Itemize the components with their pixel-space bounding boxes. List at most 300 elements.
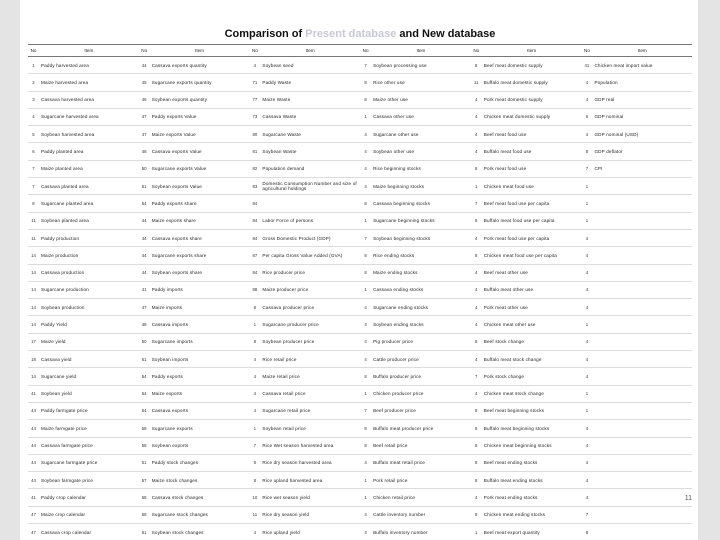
cell-number: 57 — [139, 472, 150, 489]
cell-number: 8 — [360, 91, 371, 108]
cell-item: Per capita Gross Value Added (GVA) — [260, 247, 360, 264]
cell-number: 14 — [28, 299, 39, 316]
cell-number: 7 — [360, 57, 371, 74]
cell-number: 84 — [249, 212, 260, 229]
cell-item: Soybean producer price — [260, 333, 360, 350]
table-row — [28, 299, 692, 316]
cell-number: 44 — [28, 454, 39, 471]
cell-item: Sugarcane beginning stocks — [371, 212, 471, 229]
cell-number: 8 — [471, 57, 482, 74]
cell-number: 1 — [581, 178, 592, 195]
cell-number: 8 — [471, 333, 482, 350]
cell-item: Sugarcane exports quantity — [150, 74, 250, 91]
cell-number: 6 — [581, 108, 592, 125]
cell-number: 44 — [139, 247, 150, 264]
cell-item: Maize stock changes — [150, 472, 250, 489]
cell-item: Pork meat domestic supply — [482, 91, 582, 108]
cell-item: Maize farmgate price — [39, 420, 139, 437]
cell-item: Chicken retail price — [371, 489, 471, 506]
cell-item: Sugarcane exports Value — [150, 160, 250, 177]
cell-item: Paddy exports share — [150, 195, 250, 212]
cell-item: Paddy imports — [150, 281, 250, 298]
cell-number: 73 — [249, 108, 260, 125]
cell-item: Maize producer price — [260, 281, 360, 298]
cell-number: 71 — [249, 74, 260, 91]
cell-item: Maize exports — [150, 385, 250, 402]
cell-item: Cassava exports quantity — [150, 57, 250, 74]
cell-number: 8 — [249, 333, 260, 350]
cell-item: Rice other use — [371, 74, 471, 91]
cell-item: Chicken meat stock change — [482, 385, 582, 402]
cell-number: 17 — [28, 333, 39, 350]
cell-item: Cassava planted area — [39, 178, 139, 195]
cell-item: Maize imports — [150, 299, 250, 316]
cell-number: 88 — [249, 281, 260, 298]
cell-number: 58 — [139, 420, 150, 437]
cell-number: 44 — [28, 402, 39, 419]
cell-item: Beef stock change — [482, 333, 582, 350]
cell-number: 4 — [360, 333, 371, 350]
cell-item: Domestic Consumption Number and size of agricultural holdings — [260, 178, 360, 195]
cell-number: 7 — [581, 160, 592, 177]
cell-number: 10 — [249, 489, 260, 506]
cell-number: 14 — [28, 368, 39, 385]
cell-item: Population demand — [260, 160, 360, 177]
title-prefix: Comparison of — [224, 28, 306, 40]
table-row — [28, 247, 692, 264]
cell-item: Chicken producer price — [371, 385, 471, 402]
cell-item — [592, 368, 692, 385]
cell-number: 51 — [139, 454, 150, 471]
cell-number: 8 — [249, 454, 260, 471]
cell-item: Rice beginning stocks — [371, 160, 471, 177]
cell-number: 4 — [360, 524, 371, 540]
cell-number: 58 — [139, 489, 150, 506]
cell-number: 8 — [28, 195, 39, 212]
cell-item: Soybean beginning stocks — [371, 229, 471, 246]
cell-number: 4 — [471, 143, 482, 160]
cell-number: 4 — [249, 57, 260, 74]
cell-item: Soybean exports — [150, 437, 250, 454]
cell-number: 44 — [139, 264, 150, 281]
cell-number: 7 — [249, 437, 260, 454]
cell-item: Soybean yield — [39, 385, 139, 402]
cell-number: 1 — [581, 316, 592, 333]
cell-item: Maize exports Value — [150, 126, 250, 143]
cell-number: 4 — [471, 316, 482, 333]
cell-item: Beef meat other use — [482, 264, 582, 281]
cell-item: Maize ending stocks — [371, 264, 471, 281]
cell-number: 44 — [28, 472, 39, 489]
cell-number: 84 — [249, 229, 260, 246]
cell-item: Chicken meat food use per capita — [482, 247, 582, 264]
cell-item: Cassava imports — [150, 316, 250, 333]
cell-item: Pork stock change — [482, 368, 582, 385]
cell-item: Chicken meat food use — [482, 178, 582, 195]
cell-item: Buffalo meat stock change — [482, 351, 582, 368]
page-number: 11 — [684, 495, 692, 502]
cell-item: Pork meat food use — [482, 160, 582, 177]
table-row — [28, 506, 692, 523]
cell-item: Soybean retail price — [260, 420, 360, 437]
cell-number: 5 — [28, 126, 39, 143]
cell-number: 1 — [360, 108, 371, 125]
cell-number: 4 — [581, 472, 592, 489]
cell-item: Sugarcane other use — [371, 126, 471, 143]
table-row — [28, 178, 692, 195]
column-header-item: Item — [371, 45, 471, 57]
cell-number: 8 — [581, 524, 592, 540]
cell-item: Cassava beginning stocks — [371, 195, 471, 212]
cell-item: Cassava retail price — [260, 385, 360, 402]
cell-item — [592, 281, 692, 298]
cell-item — [592, 489, 692, 506]
cell-item: Soybean processing use — [371, 57, 471, 74]
cell-item: Soybean seed — [260, 57, 360, 74]
cell-item: Chicken meat import value — [592, 57, 692, 74]
cell-number: 7 — [28, 160, 39, 177]
table-row — [28, 281, 692, 298]
cell-item — [592, 472, 692, 489]
cell-number: 4 — [581, 333, 592, 350]
cell-number: 47 — [139, 126, 150, 143]
cell-number: 4 — [471, 126, 482, 143]
cell-number: 8 — [249, 299, 260, 316]
cell-number: 8 — [471, 506, 482, 523]
cell-item: Buffalo meat food use — [482, 143, 582, 160]
cell-number: 7 — [581, 506, 592, 523]
cell-item: Cassava exports share — [150, 229, 250, 246]
cell-item — [592, 264, 692, 281]
table-row — [28, 333, 692, 350]
cell-item: Maize production — [39, 247, 139, 264]
cell-item: Cassava production — [39, 264, 139, 281]
cell-number: 4 — [360, 351, 371, 368]
column-header-item: Item — [482, 45, 582, 57]
cell-number: 4 — [249, 402, 260, 419]
cell-item: Rice dry season yield — [260, 506, 360, 523]
cell-item: Maize yield — [39, 333, 139, 350]
cell-item: Maize beginning stocks — [371, 178, 471, 195]
table-row — [28, 402, 692, 419]
cell-item — [592, 247, 692, 264]
cell-number: 7 — [471, 368, 482, 385]
cell-number: 84 — [249, 264, 260, 281]
cell-number: 47 — [28, 524, 39, 540]
cell-item: Pork meat ending stocks — [482, 489, 582, 506]
cell-number: 4 — [581, 420, 592, 437]
cell-item — [592, 402, 692, 419]
cell-item: Paddy exports — [150, 368, 250, 385]
cell-number: 4 — [581, 368, 592, 385]
cell-item: Cassava harvested area — [39, 91, 139, 108]
cell-number: 41 — [139, 281, 150, 298]
left-margin-band — [0, 0, 20, 540]
cell-item: Maize retail price — [260, 368, 360, 385]
cell-number: 54 — [139, 385, 150, 402]
cell-number: 58 — [139, 506, 150, 523]
cell-item: Sugarcane harvested area — [39, 108, 139, 125]
cell-number: 2 — [28, 74, 39, 91]
table-row — [28, 195, 692, 212]
table-row — [28, 57, 692, 74]
table-row — [28, 264, 692, 281]
cell-item: Rice upland harvested area — [260, 472, 360, 489]
cell-item — [592, 506, 692, 523]
cell-number: 45 — [139, 74, 150, 91]
cell-number: 4 — [581, 437, 592, 454]
cell-number: 4 — [581, 351, 592, 368]
cell-item: Soybean farmgate price — [39, 472, 139, 489]
cell-number: 4 — [471, 489, 482, 506]
cell-number: 14 — [28, 316, 39, 333]
cell-item: Maize crop calendar — [39, 506, 139, 523]
cell-number: 44 — [139, 212, 150, 229]
cell-number: 8 — [360, 264, 371, 281]
table-row — [28, 524, 692, 540]
cell-number: 8 — [360, 437, 371, 454]
cell-item: Maize exports share — [150, 212, 250, 229]
cell-item: Maize other use — [371, 91, 471, 108]
cell-number: 4 — [581, 489, 592, 506]
cell-number: 1 — [360, 281, 371, 298]
cell-item: Soybean exports Value — [150, 178, 250, 195]
cell-item: Sugarcane yield — [39, 368, 139, 385]
cell-number: 4 — [249, 368, 260, 385]
cell-item: Soybean exports share — [150, 264, 250, 281]
cell-number: 4 — [249, 524, 260, 540]
cell-item: Pig producer price — [371, 333, 471, 350]
cell-number: 54 — [139, 195, 150, 212]
table-row — [28, 385, 692, 402]
cell-item: Soybean Waste — [260, 143, 360, 160]
cell-item: Cassava stock changes — [150, 489, 250, 506]
cell-item: Buffalo meat ending stocks — [482, 472, 582, 489]
cell-item: Chicken meat domestic supply — [482, 108, 582, 125]
document-page — [22, 0, 698, 540]
cell-item: Soybean production — [39, 299, 139, 316]
cell-number: 4 — [581, 299, 592, 316]
cell-item: GDP nominal (USD) — [592, 126, 692, 143]
cell-item: Sugarcane planted area — [39, 195, 139, 212]
cell-number: 8 — [360, 195, 371, 212]
cell-item: Rice wet season yield — [260, 489, 360, 506]
cell-number: 83 — [249, 178, 260, 195]
cell-item: Cassava exports — [150, 402, 250, 419]
cell-number: 4 — [249, 351, 260, 368]
comparison-table — [28, 44, 692, 540]
table-row — [28, 472, 692, 489]
cell-number: 4 — [360, 160, 371, 177]
cell-number: 4 — [471, 264, 482, 281]
cell-number: 8 — [360, 247, 371, 264]
cell-item: Beef producer price — [371, 402, 471, 419]
cell-number: 61 — [139, 524, 150, 540]
cell-number: 11 — [471, 74, 482, 91]
cell-number: 3 — [28, 91, 39, 108]
table-row — [28, 229, 692, 246]
cell-item — [592, 385, 692, 402]
right-margin-band — [698, 0, 720, 540]
column-header-no: No — [28, 45, 39, 57]
cell-number: 1 — [581, 385, 592, 402]
cell-number: 1 — [360, 385, 371, 402]
table-row — [28, 420, 692, 437]
column-header-no: No — [471, 45, 482, 57]
cell-number: 48 — [139, 316, 150, 333]
cell-number: 6 — [28, 143, 39, 160]
cell-item: Sugarcane farmgate price — [39, 454, 139, 471]
cell-item — [592, 212, 692, 229]
cell-item: Beef meat ending stocks — [482, 454, 582, 471]
cell-item: Population — [592, 74, 692, 91]
cell-item: Cattle producer price — [371, 351, 471, 368]
column-header-item: Item — [260, 45, 360, 57]
cell-number: 44 — [28, 437, 39, 454]
cell-item: GDP real — [592, 91, 692, 108]
cell-number: 14 — [28, 281, 39, 298]
cell-item — [592, 178, 692, 195]
cell-item: Beef meat beginning stocks — [482, 402, 582, 419]
cell-number: 8 — [360, 74, 371, 91]
cell-number: 50 — [139, 333, 150, 350]
cell-item: Buffalo producer price — [371, 368, 471, 385]
cell-number: 8 — [471, 247, 482, 264]
cell-number: 7 — [360, 229, 371, 246]
cell-item: Pork retail price — [371, 472, 471, 489]
cell-number: 14 — [28, 247, 39, 264]
cell-number: 4 — [471, 108, 482, 125]
cell-number: 1 — [471, 524, 482, 540]
cell-number: 8 — [471, 472, 482, 489]
cell-item — [260, 195, 360, 212]
cell-item: Buffalo meat other use — [482, 281, 582, 298]
cell-item: Chicken meat other use — [482, 316, 582, 333]
cell-item: Cassava exports Value — [150, 143, 250, 160]
cell-number: 14 — [28, 264, 39, 281]
cell-number: 58 — [139, 437, 150, 454]
cell-number: 81 — [249, 143, 260, 160]
cell-number: 18 — [28, 351, 39, 368]
cell-item: Cassava other use — [371, 108, 471, 125]
cell-number: 4 — [581, 281, 592, 298]
cell-item: Rice ending stocks — [371, 247, 471, 264]
column-header-no: No — [360, 45, 371, 57]
cell-number: 7 — [471, 195, 482, 212]
cell-number: 4 — [471, 229, 482, 246]
cell-number: 54 — [139, 402, 150, 419]
cell-number: 4 — [28, 108, 39, 125]
cell-number: 4 — [471, 91, 482, 108]
cell-item: Cassava producer price — [260, 299, 360, 316]
cell-number: 4 — [360, 299, 371, 316]
cell-item: Paddy planted area — [39, 143, 139, 160]
cell-number: 4 — [360, 316, 371, 333]
title-highlight: Present database — [305, 28, 397, 40]
cell-number: 7 — [360, 402, 371, 419]
cell-item: Soybean imports — [150, 351, 250, 368]
cell-item: Rice Wet season harvested area — [260, 437, 360, 454]
cell-number: 8 — [471, 160, 482, 177]
cell-number: 7 — [28, 178, 39, 195]
cell-item: Paddy crop calendar — [39, 489, 139, 506]
cell-number: 8 — [360, 420, 371, 437]
cell-number: 1 — [581, 212, 592, 229]
cell-item — [592, 229, 692, 246]
cell-item: Buffalo meat food use per capita — [482, 212, 582, 229]
table-row — [28, 351, 692, 368]
table-row — [28, 316, 692, 333]
cell-item — [592, 351, 692, 368]
cell-item: Sugarcane producer price — [260, 316, 360, 333]
cell-item: Paddy harvested area — [39, 57, 139, 74]
cell-item: Paddy Waste — [260, 74, 360, 91]
cell-number: 8 — [471, 402, 482, 419]
cell-number: 4 — [471, 299, 482, 316]
cell-item: Cattle inventory number — [371, 506, 471, 523]
table-row — [28, 108, 692, 125]
cell-item: Paddy Yield — [39, 316, 139, 333]
cell-number: 4 — [249, 385, 260, 402]
cell-item: Beef meat export quantity — [482, 524, 582, 540]
cell-number: 48 — [139, 143, 150, 160]
table-row — [28, 489, 692, 506]
cell-item: Chicken meat ending stocks — [482, 506, 582, 523]
cell-item: Rice retail price — [260, 351, 360, 368]
table-body — [28, 57, 692, 540]
cell-number: 51 — [139, 178, 150, 195]
table-row — [28, 160, 692, 177]
cell-number: 8 — [471, 420, 482, 437]
cell-item: Beef retail price — [371, 437, 471, 454]
cell-number: 77 — [249, 91, 260, 108]
cell-item: Beef meat food use per capita — [482, 195, 582, 212]
cell-number: 44 — [28, 420, 39, 437]
column-header-item: Item — [39, 45, 139, 57]
cell-number: 11 — [249, 506, 260, 523]
cell-item: Buffalo inventory number — [371, 524, 471, 540]
cell-item: Cassava farmgate price — [39, 437, 139, 454]
cell-number: 46 — [139, 91, 150, 108]
cell-item: Pork meat other use — [482, 299, 582, 316]
cell-number: 4 — [360, 506, 371, 523]
cell-number: 50 — [139, 160, 150, 177]
cell-number: 1 — [471, 178, 482, 195]
cell-item: Paddy exports Value — [150, 108, 250, 125]
cell-item: Soybean exports quantity — [150, 91, 250, 108]
cell-number: 4 — [360, 178, 371, 195]
cell-item — [592, 195, 692, 212]
cell-item — [592, 316, 692, 333]
cell-item: Sugarcane ending stocks — [371, 299, 471, 316]
page-title — [22, 28, 698, 40]
cell-item: Cassava ending stocks — [371, 281, 471, 298]
cell-item: Maize harvested area — [39, 74, 139, 91]
cell-item: GDP deflator — [592, 143, 692, 160]
cell-item: Beef meat domestic supply — [482, 57, 582, 74]
cell-number: 4 — [360, 126, 371, 143]
cell-item: Paddy production — [39, 229, 139, 246]
table-row — [28, 143, 692, 160]
cell-number: 1 — [249, 420, 260, 437]
cell-number: 8 — [249, 472, 260, 489]
cell-number: 8 — [471, 212, 482, 229]
table-row — [28, 74, 692, 91]
cell-number: 4 — [471, 351, 482, 368]
cell-item: Rice upland yield — [260, 524, 360, 540]
cell-number: 47 — [28, 506, 39, 523]
cell-item: Maize Waste — [260, 91, 360, 108]
